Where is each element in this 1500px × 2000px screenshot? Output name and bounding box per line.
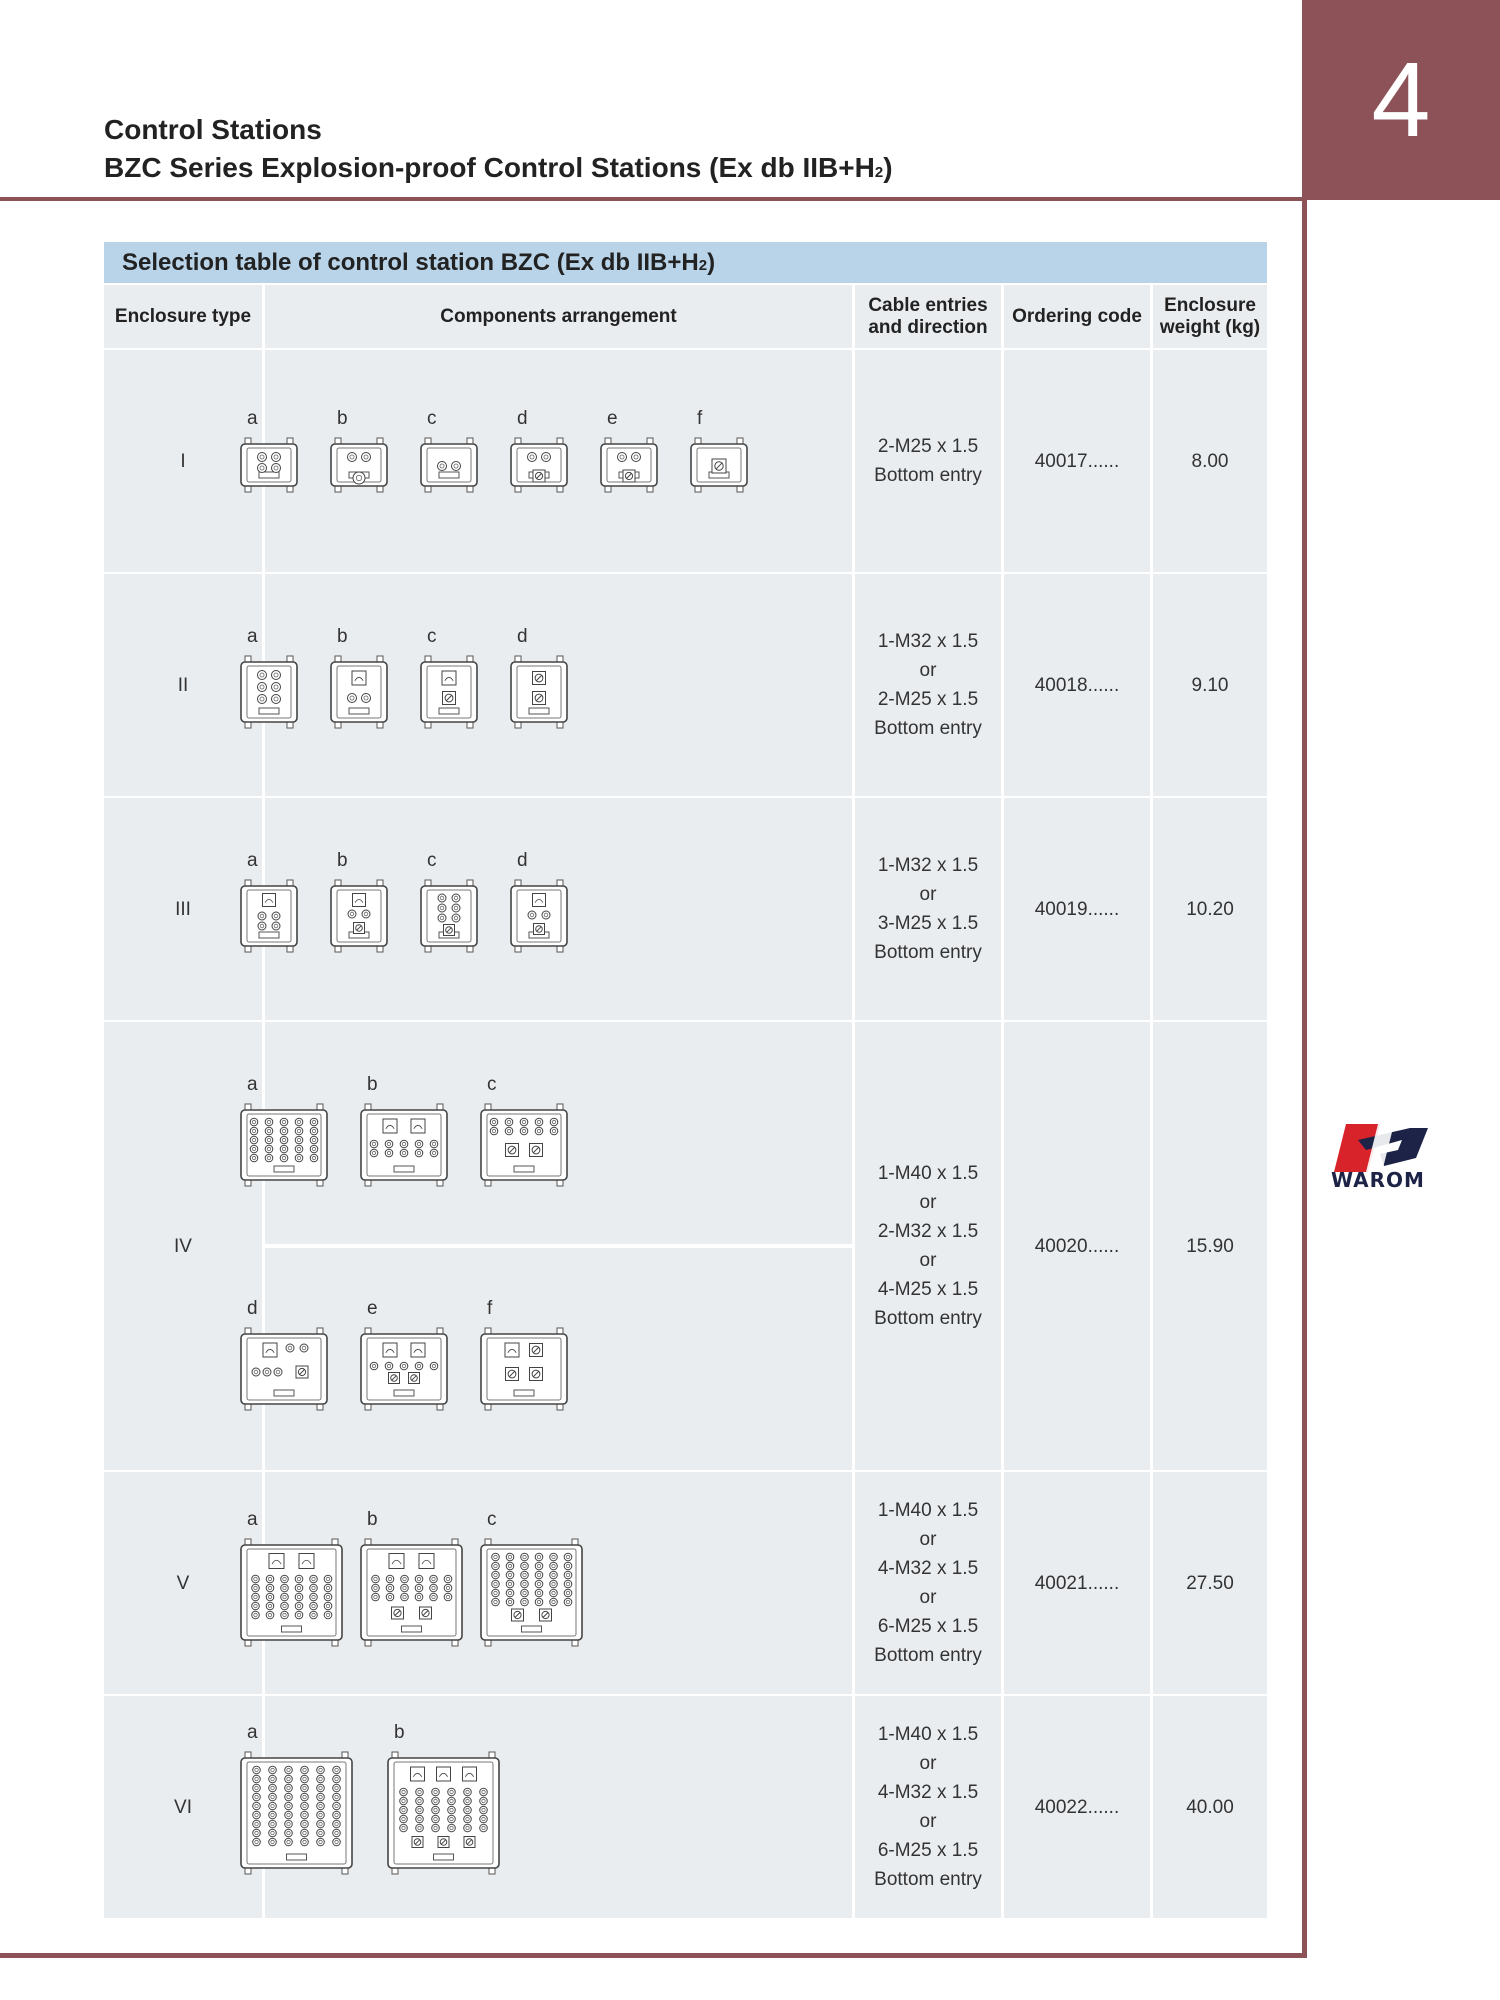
- cable-entry-line: Bottom entry: [874, 942, 982, 963]
- cable-entry-line: or: [919, 1753, 937, 1774]
- cable-entry-line: 4-M32 x 1.5: [877, 1782, 979, 1803]
- enclosure-layout-drawing: [329, 876, 389, 956]
- enclosure-layout-drawing: [239, 434, 299, 496]
- cable-entry-line: 1-M40 x 1.5: [877, 1500, 979, 1521]
- weight-cell: [1153, 798, 1267, 1020]
- weight-value: 9.10: [1191, 674, 1229, 696]
- header-enclosure-type: Enclosure type: [104, 285, 262, 348]
- enclosure-type-value: VI: [174, 1796, 192, 1818]
- cable-entries-cell: [855, 1472, 1001, 1694]
- ordering-code-value: 40020......: [1034, 1235, 1120, 1257]
- enclosure-type-value: II: [177, 674, 189, 696]
- enclosure-layout-drawing: [509, 434, 569, 496]
- header-rule: [0, 197, 1304, 201]
- enclosure-layout-drawing: [359, 1535, 464, 1650]
- component-letter: c: [487, 1074, 497, 1095]
- component-letter: a: [247, 1722, 258, 1743]
- cable-entry-line: 1-M40 x 1.5: [877, 1724, 979, 1745]
- component-letter: b: [367, 1509, 378, 1530]
- enclosure-layout-drawing: [329, 434, 389, 496]
- enclosure-layout-drawing: [419, 434, 479, 496]
- warom-logo-text: WAROM: [1331, 1168, 1425, 1192]
- enclosure-layout-drawing: [689, 434, 749, 496]
- cable-entry-line: 2-M25 x 1.5: [877, 436, 979, 457]
- cable-entry-line: or: [919, 1811, 937, 1832]
- cable-entry-line: 1-M32 x 1.5: [877, 631, 979, 652]
- component-letter: b: [337, 626, 348, 647]
- enclosure-layout-drawing: [239, 1748, 354, 1878]
- cable-entry-line: 6-M25 x 1.5: [877, 1616, 979, 1637]
- component-letter: c: [427, 408, 437, 429]
- enclosure-layout-drawing: [329, 652, 389, 732]
- component-letter: b: [394, 1722, 405, 1743]
- right-rule: [1302, 200, 1307, 1958]
- enclosure-layout-drawing: [239, 1535, 344, 1650]
- component-letter: b: [367, 1074, 378, 1095]
- weight-value: 15.90: [1186, 1235, 1234, 1257]
- component-letter: a: [247, 626, 258, 647]
- ordering-code-cell: [1004, 1022, 1150, 1470]
- weight-value: 27.50: [1186, 1572, 1234, 1594]
- enclosure-layout-drawing: [509, 876, 569, 956]
- component-letter: b: [337, 408, 348, 429]
- ordering-code-value: 40017......: [1034, 450, 1120, 472]
- page-title: Control Stations: [104, 114, 322, 145]
- enclosure-layout-drawing: [479, 1535, 584, 1650]
- weight-value: 40.00: [1186, 1796, 1234, 1818]
- cable-entry-line: 6-M25 x 1.5: [877, 1840, 979, 1861]
- header-ordering-code: Ordering code: [1004, 285, 1150, 348]
- component-letter: a: [247, 1509, 258, 1530]
- component-letter: e: [367, 1298, 378, 1319]
- ordering-code-value: 40022......: [1034, 1796, 1120, 1818]
- component-letter: d: [517, 626, 528, 647]
- cable-entries-cell: [855, 798, 1001, 1020]
- ordering-code-value: 40021......: [1034, 1572, 1120, 1594]
- cable-entry-line: Bottom entry: [874, 1869, 982, 1890]
- component-letter: c: [487, 1509, 497, 1530]
- component-letter: a: [247, 408, 258, 429]
- enclosure-type-value: IV: [174, 1235, 192, 1257]
- component-letter: c: [427, 626, 437, 647]
- cable-entry-line: 1-M40 x 1.5: [877, 1163, 979, 1184]
- enclosure-layout-drawing: [509, 652, 569, 732]
- header-weight: Enclosure weight (kg): [1153, 285, 1267, 348]
- ordering-code-cell: [1004, 574, 1150, 796]
- weight-cell: [1153, 1022, 1267, 1470]
- cable-entry-line: 4-M32 x 1.5: [877, 1558, 979, 1579]
- enclosure-layout-drawing: [239, 876, 299, 956]
- cable-entry-line: or: [919, 660, 937, 681]
- page-subtitle: BZC Series Explosion-proof Control Stations (Ex db IIB+H2): [104, 152, 893, 183]
- cable-entry-line: 2-M32 x 1.5: [877, 1221, 979, 1242]
- section-number: 4: [1371, 40, 1431, 159]
- cable-entry-line: or: [919, 1192, 937, 1213]
- weight-value: 10.20: [1186, 898, 1234, 920]
- component-letter: d: [517, 408, 528, 429]
- cable-entry-line: 3-M25 x 1.5: [877, 913, 979, 934]
- enclosure-layout-drawing: [239, 652, 299, 732]
- cable-entry-line: 1-M32 x 1.5: [877, 855, 979, 876]
- cable-entry-line: Bottom entry: [874, 465, 982, 486]
- cable-entries-cell: [855, 350, 1001, 572]
- ordering-code-cell: [1004, 1472, 1150, 1694]
- cable-entries-cell: [855, 1696, 1001, 1918]
- component-letter: d: [517, 850, 528, 871]
- cable-entry-line: Bottom entry: [874, 1308, 982, 1329]
- cable-entry-line: 2-M25 x 1.5: [877, 689, 979, 710]
- ordering-code-value: 40018......: [1034, 674, 1120, 696]
- component-letter: c: [427, 850, 437, 871]
- weight-cell: [1153, 350, 1267, 572]
- enclosure-layout-drawing: [479, 1324, 569, 1414]
- ordering-code-cell: [1004, 798, 1150, 1020]
- weight-cell: [1153, 1472, 1267, 1694]
- cable-entry-line: or: [919, 1529, 937, 1550]
- enclosure-layout-drawing: [359, 1100, 449, 1190]
- enclosure-type-value: III: [175, 898, 191, 920]
- footer-rule: [0, 1953, 1307, 1958]
- enclosure-layout-drawing: [239, 1324, 329, 1414]
- enclosure-type-value: V: [176, 1572, 190, 1594]
- enclosure-layout-drawing: [419, 876, 479, 956]
- cable-entry-line: Bottom entry: [874, 718, 982, 739]
- cable-entries-cell: [855, 1022, 1001, 1470]
- enclosure-layout-drawing: [359, 1324, 449, 1414]
- cable-entry-line: or: [919, 1587, 937, 1608]
- cable-entries-cell: [855, 574, 1001, 796]
- component-letter: d: [247, 1298, 258, 1319]
- component-letter: a: [247, 850, 258, 871]
- cable-entry-line: or: [919, 1250, 937, 1271]
- ordering-code-value: 40019......: [1034, 898, 1120, 920]
- ordering-code-cell: [1004, 350, 1150, 572]
- enclosure-layout-drawing: [386, 1748, 501, 1878]
- weight-value: 8.00: [1191, 450, 1229, 472]
- enclosure-layout-drawing: [599, 434, 659, 496]
- cable-entry-line: or: [919, 884, 937, 905]
- component-letter: f: [697, 408, 703, 429]
- selection-table-title: Selection table of control station BZC (Ex db IIB+H2): [122, 249, 716, 276]
- weight-cell: [1153, 1696, 1267, 1918]
- section-number-tab: [1302, 0, 1500, 200]
- ordering-code-cell: [1004, 1696, 1150, 1918]
- cable-entry-line: Bottom entry: [874, 1645, 982, 1666]
- enclosure-type-value: I: [180, 450, 186, 472]
- component-letter: e: [607, 408, 618, 429]
- component-letter: a: [247, 1074, 258, 1095]
- header-cable-entries: Cable entries and direction: [855, 285, 1001, 348]
- enclosure-layout-drawing: [419, 652, 479, 732]
- cable-entry-line: 4-M25 x 1.5: [877, 1279, 979, 1300]
- header-components: Components arrangement: [265, 285, 852, 348]
- component-letter: f: [487, 1298, 493, 1319]
- weight-cell: [1153, 574, 1267, 796]
- selection-table-title-bar: [104, 242, 1267, 283]
- enclosure-layout-drawing: [479, 1100, 569, 1190]
- enclosure-layout-drawing: [239, 1100, 329, 1190]
- component-letter: b: [337, 850, 348, 871]
